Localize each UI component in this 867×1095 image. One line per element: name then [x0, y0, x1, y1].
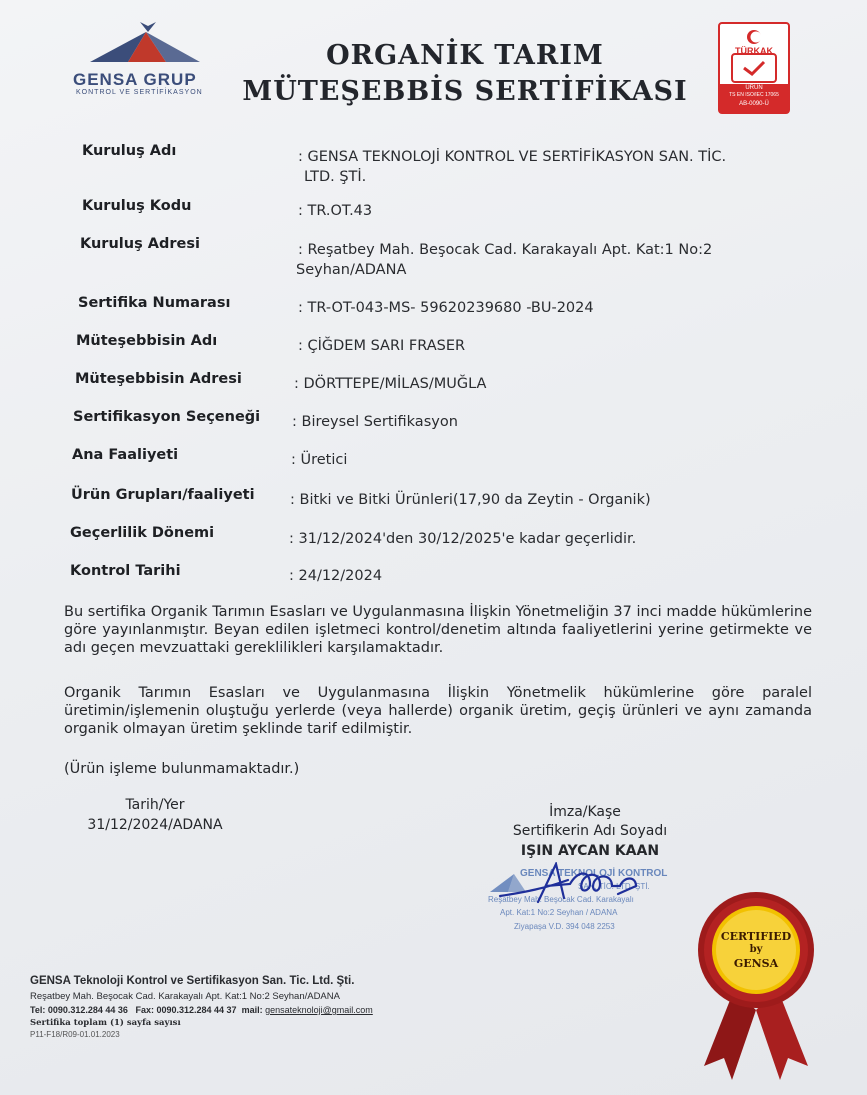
- turkak-name: TÜRKAK: [735, 46, 773, 56]
- stamp-line4: Apt. Kat:1 No:2 Seyhan / ADANA: [500, 908, 618, 917]
- turkak-accreditation-mark: [718, 22, 790, 114]
- label-urun-gruplari: Ürün Grupları/faaliyeti: [71, 487, 255, 503]
- certified-seal: [694, 890, 818, 1086]
- logo-tagline: KONTROL VE SERTİFİKASYON: [76, 89, 203, 96]
- value-gecerlilik-donemi: : 31/12/2024'den 30/12/2025'e kadar geçerlidir.: [289, 531, 637, 547]
- footer-address: Reşatbey Mah. Beşocak Cad. Karakayalı Apt. Kat:1 No:2 Seyhan/ADANA: [30, 991, 340, 1002]
- value-kurulus-kodu: : TR.OT.43: [298, 203, 373, 219]
- value-kontrol-tarihi: : 24/12/2024: [289, 568, 383, 584]
- stamp-line1: GENSA TEKNOLOJİ KONTROL: [520, 868, 668, 879]
- date-place-value: 31/12/2024/ADANA: [87, 817, 223, 833]
- certificate-title-line2: MÜTEŞEBBİS SERTİFİKASI: [242, 76, 688, 107]
- paragraph-no-processing: (Ürün işleme bulunmamaktadır.): [64, 761, 300, 777]
- label-gecerlilik-donemi: Geçerlilik Dönemi: [70, 525, 215, 541]
- value-kurulus-adi: : GENSA TEKNOLOJİ KONTROL VE SERTİFİKASYON SAN. TİC. LTD. ŞTİ.: [298, 149, 727, 185]
- value-mutesebbis-adi: : ÇİĞDEM SARI FRASER: [298, 338, 466, 354]
- label-mutesebbis-adresi: Müteşebbisin Adresi: [75, 371, 242, 387]
- signature-stamp-label: İmza/Kaşe: [549, 804, 621, 820]
- paragraph-parallel-production: Organik Tarımın Esasları ve Uygulanmasına İlişkin Yönetmelik hükümlerine göre paralel üretimin/işlemenin oluştuğu yerlerde (veya hallerde) organik üretim, geçiş ürünleri ve aynı zamanda organik olmayan üretim şeklinde tarif edilmiştir.: [64, 685, 812, 737]
- stamp-line2: SAN. TİC. LTD. ŞTİ.: [578, 882, 650, 891]
- stamp-line5: Ziyapaşa V.D. 394 048 2253: [514, 922, 615, 931]
- seal-line1: CERTIFIED: [720, 930, 792, 943]
- seal-line2: by: [749, 944, 763, 955]
- footer-email-link[interactable]: gensateknoloji@gmail.com: [265, 1005, 373, 1015]
- certifier-name-label: Sertifikerin Adı Soyadı: [512, 823, 668, 839]
- certificate-title-line1: ORGANİK TARIM: [326, 40, 604, 71]
- paragraph-legal-basis: Bu sertifika Organik Tarımın Esasları ve Uygulanmasına İlişkin Yönetmeliğin 37 inci madde hükümlerine göre yayınlanmıştır. Beyan edilen işletmeci kontrol/denetim altında faaliyetlerini yerine getirmekte ve adı geçen mevzuattaki gereklilikleri karşılamaktadır.: [64, 604, 812, 656]
- footer-page-count: Sertifika toplam (1) sayfa sayısı: [30, 1018, 181, 1028]
- label-kurulus-kodu: Kuruluş Kodu: [82, 198, 192, 214]
- label-ana-faaliyeti: Ana Faaliyeti: [72, 447, 179, 463]
- turkak-code: AB-0090-Ü: [739, 101, 769, 107]
- value-sertifika-numarasi: : TR-OT-043-MS- 59620239680 -BU-2024: [298, 300, 594, 316]
- label-kontrol-tarihi: Kontrol Tarihi: [70, 563, 181, 579]
- stamp-line3: Reşatbey Mah. Beşocak Cad. Karakayalı: [488, 895, 634, 904]
- logo-name: GENSA GRUP: [73, 70, 197, 89]
- value-mutesebbis-adresi: : DÖRTTEPE/MİLAS/MUĞLA: [294, 376, 487, 392]
- label-sertifikasyon-secenegi: Sertifikasyon Seçeneği: [73, 409, 261, 425]
- mountain-eagle-icon: [68, 18, 228, 74]
- value-kurulus-adresi: : Reşatbey Mah. Beşocak Cad. Karakayalı Apt. Kat:1 No:2 Seyhan/ADANA: [296, 242, 713, 278]
- seal-line3: GENSA: [733, 957, 779, 970]
- label-sertifika-numarasi: Sertifika Numarası: [78, 295, 231, 311]
- value-sertifikasyon-secenegi: : Bireysel Sertifikasyon: [292, 414, 458, 430]
- footer-contact: Tel: 0090.312.284 44 36 Fax: 0090.312.284 44 37 mail: gensateknoloji@gmail.com: [30, 1005, 373, 1015]
- turkak-line2: TS EN ISO/IEC 17065: [729, 92, 779, 98]
- handwritten-signature: [486, 862, 686, 944]
- value-urun-gruplari: : Bitki ve Bitki Ürünleri(17,90 da Zeytin - Organik): [290, 492, 651, 508]
- value-ana-faaliyeti: : Üretici: [291, 452, 348, 468]
- footer-form-code: P11-F18/R09-01.01.2023: [30, 1030, 120, 1039]
- label-mutesebbis-adi: Müteşebbisin Adı: [76, 333, 218, 349]
- label-kurulus-adresi: Kuruluş Adresi: [80, 236, 200, 252]
- label-kurulus-adi: Kuruluş Adı: [82, 143, 177, 159]
- footer-company: GENSA Teknoloji Kontrol ve Sertifikasyon San. Tic. Ltd. Şti.: [30, 975, 355, 987]
- company-stamp: [486, 862, 686, 944]
- date-place-label: Tarih/Yer: [125, 797, 185, 813]
- turkak-line1: ÜRÜN: [745, 85, 763, 91]
- certifier-name: IŞIN AYCAN KAAN: [520, 843, 660, 859]
